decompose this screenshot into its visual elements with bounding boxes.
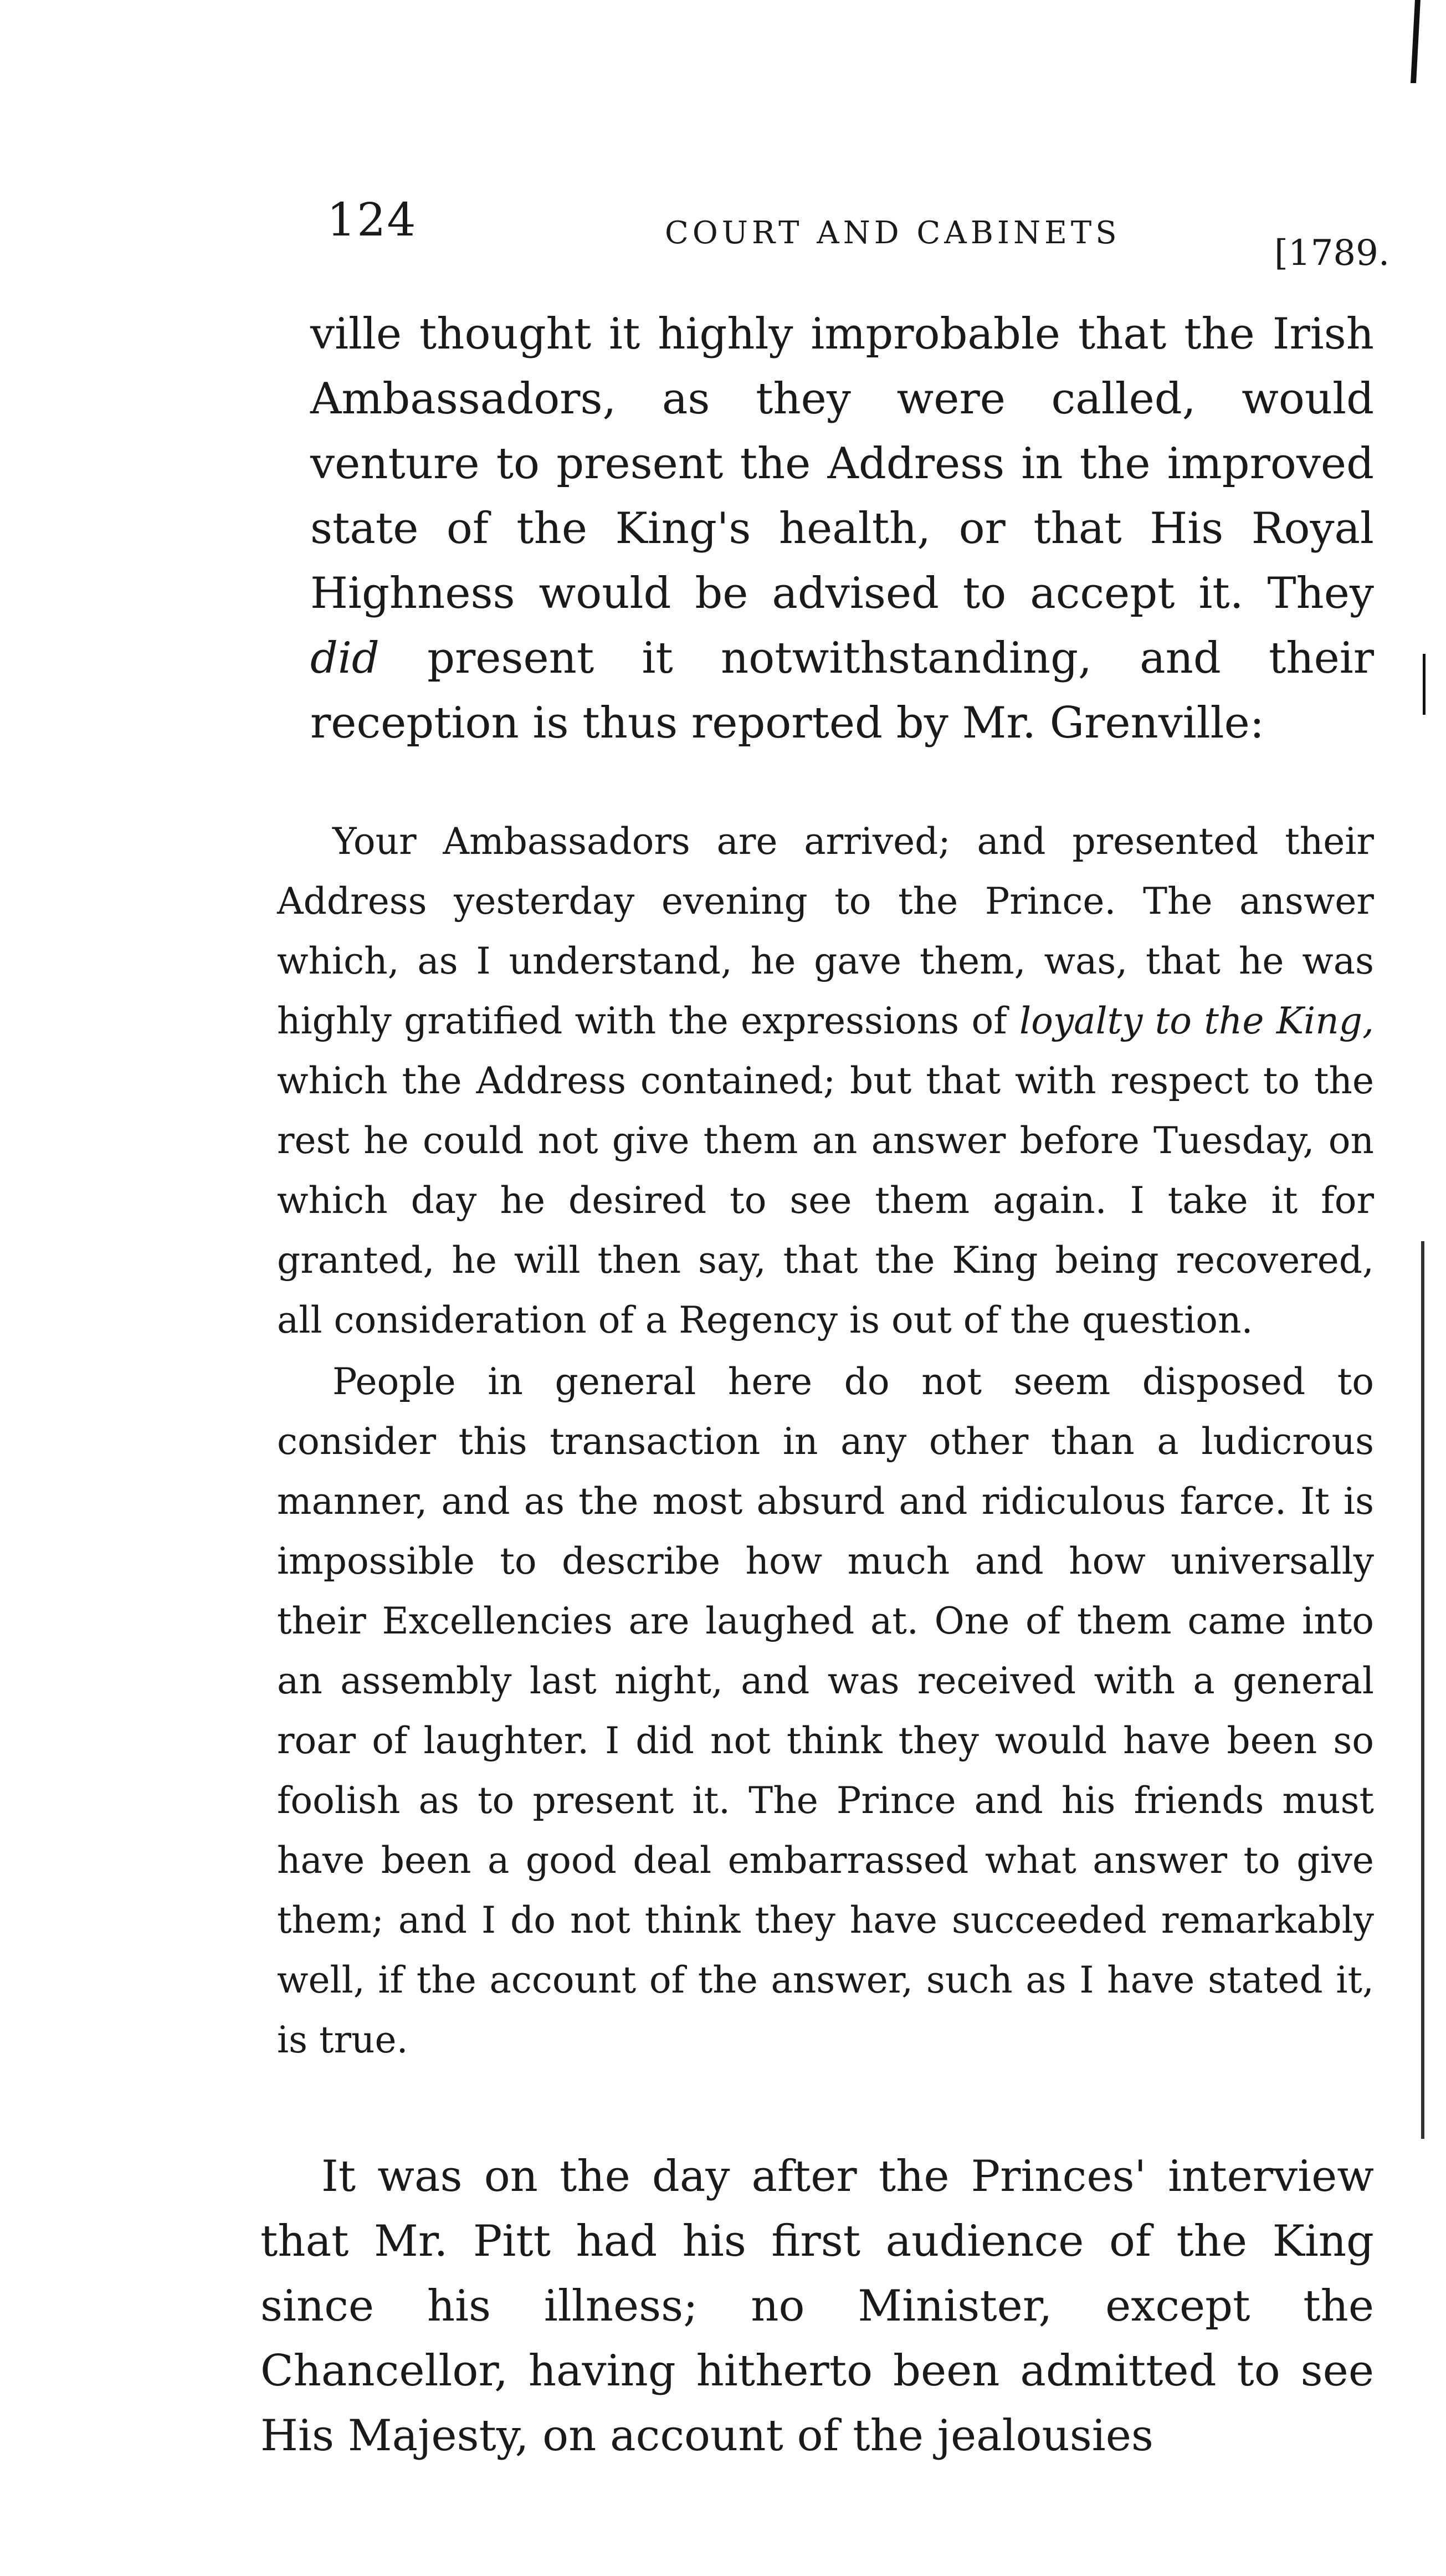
quoted-letter-paragraph-2: [277, 1352, 1374, 2070]
page-edge-mark: [1411, 0, 1421, 83]
body-paragraph-1: [310, 302, 1374, 756]
paragraph-text: People in general here do not seem disposed to consider this transaction in any other than a ludicrous manner, and as the most absurd and ridiculous farce. It is impossible to describe how much and how universally their Excellencies are laughed at. One of them came into an assembly last night, and was received with a general roar of laughter. I did not think they would have been so foolish as to present it. The Prince and his friends must have been a good deal embarrassed what answer to give them; and I do not think they have succeeded remarkably well, if the account of the answer, such as I have stated it, is true.: [277, 1360, 1374, 2061]
italic-text: loyalty to the King,: [1019, 1000, 1374, 1042]
paragraph-text: It was on the day after the Princes' interview that Mr. Pitt had his first audience of the King since his illness; no Minister, except the Chancellor, having hitherto been admitted to see His Majesty, on account of the jealousies: [260, 2152, 1374, 2461]
text-run: Your Ambassadors are arrived; and presented their Address yesterday evening to the Prince. The answer which, as I understand, he gave them, was, that he was highly gratified with the expressions of: [277, 820, 1374, 1042]
running-head: [0, 183, 1446, 274]
italic-text: did: [310, 633, 380, 683]
body-paragraph-2: [260, 2144, 1374, 2469]
page-edge-mark: [1421, 1241, 1424, 2139]
text-run: present it notwithstanding, and their reception is thus reported by Mr. Grenville:: [310, 633, 1374, 748]
page-edge-mark: [1423, 654, 1426, 715]
quoted-letter-paragraph-1: [277, 812, 1374, 1350]
text-run: which the Address contained; but that with respect to the rest he could not give them an answer before Tuesday, on which day he desired to see them again. I take it for granted, he will then say, that the King being recovered, all consideration of a Regency is out of the question.: [277, 1059, 1374, 1341]
page-number: 124: [327, 194, 417, 247]
paragraph-text: [310, 302, 1374, 756]
paragraph-text: [277, 812, 1374, 1350]
running-title: COURT AND CABINETS: [665, 215, 1121, 251]
text-run: ville thought it highly improbable that the Irish Ambassadors, as they were called, would venture to present the Address in the improved state of the King's health, or that His Royal Highness would be advised to accept it. They: [310, 309, 1374, 618]
running-year: [1789.: [1274, 233, 1390, 274]
